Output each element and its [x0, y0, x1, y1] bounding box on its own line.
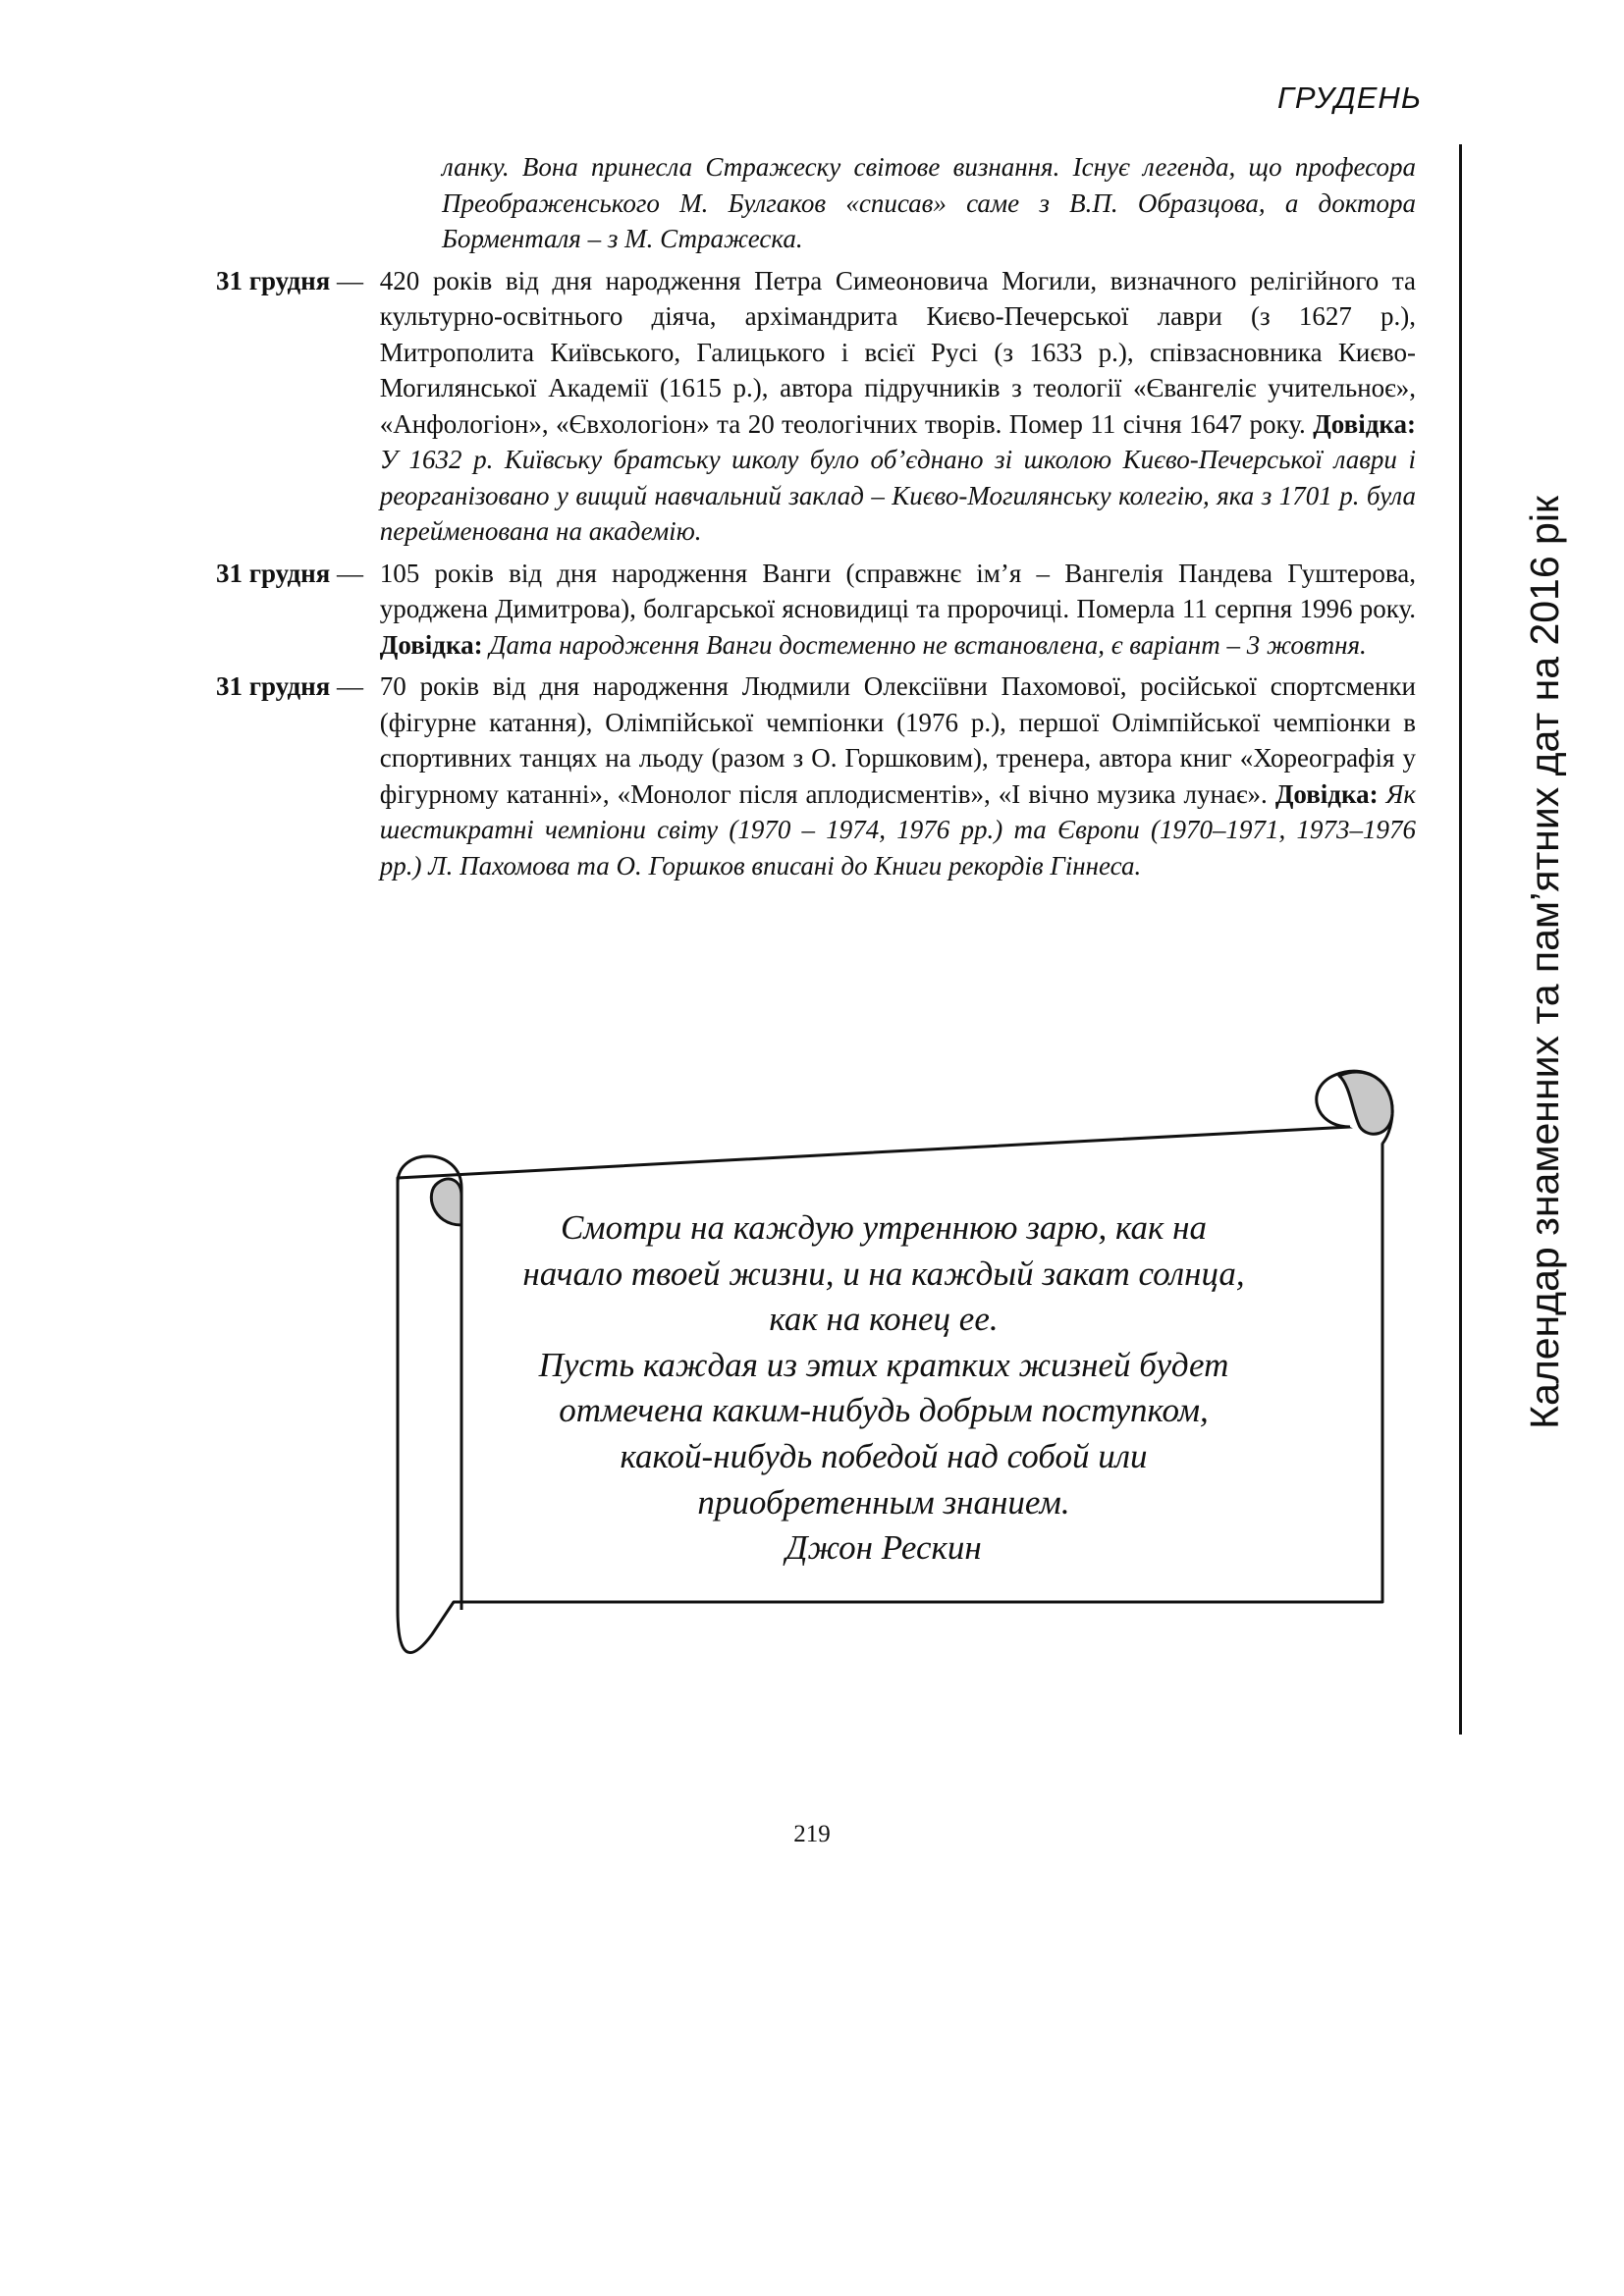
quote-author: Джон Рескин	[785, 1528, 982, 1568]
quote-line: какой-нибудь победой над собой или	[620, 1436, 1148, 1475]
entry-text: 105 років від дня народження Ванги (справжнє ім’я – Вангелія Пандева Гуштерова, уроджена Димитрова), болгарської ясновидиці та пророчиці. Померла 11 серпня 1996 року.	[379, 558, 1416, 623]
quote-line: начало твоей жизни, и на каждый закат солнца,	[522, 1254, 1245, 1293]
quote-line: Пусть каждая из этих кратких жизней будет	[538, 1345, 1229, 1384]
quote-line: отмечена каким-нибудь добрым поступком,	[559, 1391, 1209, 1430]
page-number: 219	[793, 1821, 831, 1847]
entry-dash: —	[330, 558, 370, 588]
entry-date: 31 грудня	[216, 558, 331, 588]
quote-block	[461, 1205, 1306, 1572]
quote-line: приобретенным знанием.	[697, 1482, 1070, 1522]
intro-paragraph: ланку. Вона принесла Стражеску світове визнання. Існує легенда, що професора Преображенського М. Булгаков «списав» саме з В.П. Образцова, а доктора Борменталя – з М. Стражеска.	[442, 152, 1416, 253]
quote-line: как на конец ее.	[769, 1300, 999, 1339]
sidebar-title-text: Календар знаменних та пам’ятних дат на 2016 рік	[1521, 495, 1567, 1429]
dovidka-text: У 1632 р. Київську братську школу було об’єднано зі школою Києво-Печерської лаври і реорганізовано у вищий навчальний заклад – Києво-Могилянську колегію, яка з 1701 р. була перейменована на академію.	[379, 445, 1416, 546]
entry-dash: —	[330, 671, 370, 701]
section-header: ГРУДЕНЬ	[1277, 80, 1422, 115]
dovidka-text: Дата народження Ванги достеменно не встановлена, є варіант – 3 жовтня.	[489, 629, 1367, 660]
dovidka-label: Довідка:	[379, 629, 483, 660]
entry-text: 70 років від дня народження Людмили Олексіївни Пахомової, російської спортсменки (фігурне катання), Олімпійської чемпіонки (1976 р.), першої Олімпійської чемпіонки в спортивних танцях на льоду (разом з О. Горшковим), тренера, автора книг «Хореографія у фігурному катанні», «Монолог після аплодисментів», «І вічно музика лунає».	[379, 671, 1416, 809]
quote-line: Смотри на каждую утреннюю зарю, как на	[560, 1208, 1208, 1247]
entry-dash: —	[330, 265, 370, 295]
entry-date: 31 грудня	[216, 265, 331, 295]
dovidka-label: Довідка:	[1313, 408, 1416, 439]
entry-date: 31 грудня	[216, 671, 331, 701]
dovidka-text: Як шестикратні чемпіони світу (1970 – 1974, 1976 рр.) та Європи (1970–1971, 1973–1976 рр.) Л. Пахомова та О. Горшков вписані до Книги рекордів Гіннеса.	[379, 778, 1417, 881]
entry-text: 420 років від дня народження Петра Симеоновича Могили, визначного релігійного та культурно-освітнього діяча, архімандрита Києво-Печерської лаври (з 1627 р.), Митрополита Київського, Галицького і всієї Русі (з 1633 р.), співзасновника Києво-Могилянської Академії (1615 р.), автора підручників з теології «Євангеліє учительноє», «Анфологіон», «Євхологіон» та 20 теологічних творів. Помер 11 січня 1647 року.	[379, 265, 1416, 439]
dovidka-label: Довідка:	[1274, 778, 1379, 809]
